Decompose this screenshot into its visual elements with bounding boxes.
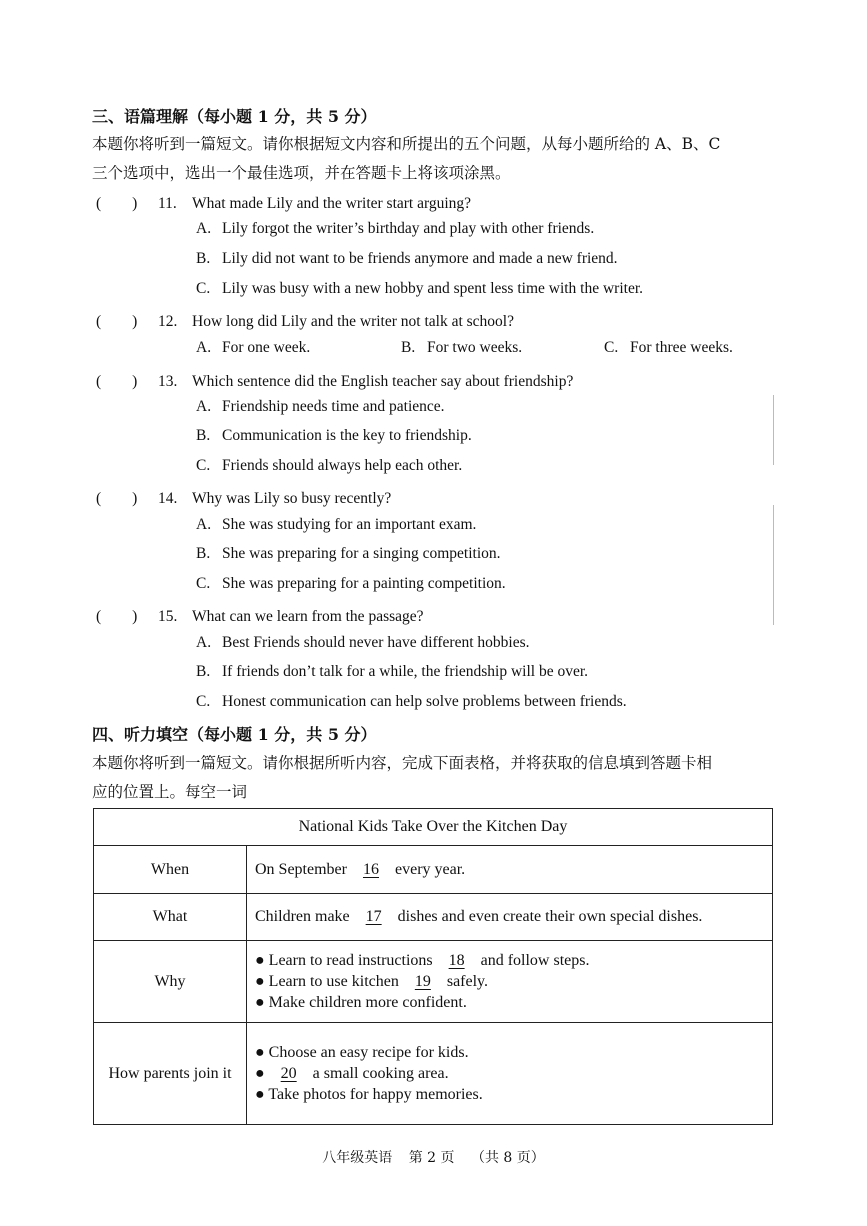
question-text: How long did Lily and the writer not talk at school? — [192, 313, 514, 330]
option-15c: C. Honest communication can help solve problems between friends. — [196, 693, 627, 710]
answer-bracket: ( ) — [96, 490, 138, 507]
option-11a: A. Lily forgot the writer’s birthday and play with other friends. — [196, 220, 595, 237]
row-content-what: Children make 17 dishes and even create their own special dishes. — [247, 894, 773, 941]
option-14a: A. She was studying for an important exam. — [196, 516, 477, 533]
option-12c: C. For three weeks. — [604, 339, 733, 356]
page-footer — [0, 1147, 867, 1167]
answer-bracket: ( ) — [96, 195, 138, 212]
scan-edge-line — [773, 505, 774, 625]
section3-instruction-line2: 三个选项中，选出一个最佳选项，并在答题卡上将该项涂黑。 — [92, 164, 511, 182]
option-15b: B. If friends don’t talk for a while, the friendship will be over. — [196, 663, 589, 680]
row-label-why: Why — [94, 941, 247, 1023]
section4-instruction-line2: 应的位置上。每空一词 — [92, 783, 248, 801]
option-14b: B. She was preparing for a singing competition. — [196, 545, 501, 562]
blank-20: 20 — [280, 1065, 297, 1082]
row-label-what: What — [94, 894, 247, 941]
question-text: What made Lily and the writer start arguing? — [192, 195, 472, 212]
question-text: Why was Lily so busy recently? — [192, 490, 392, 507]
option-13b: B. Communication is the key to friendship. — [196, 427, 472, 444]
table-title: National Kids Take Over the Kitchen Day — [94, 809, 773, 846]
question-12 — [96, 309, 514, 331]
question-number: 11. — [158, 195, 177, 212]
section4-heading: 四、听力填空（每小题 1 分，共 5 分） — [92, 725, 377, 744]
row-content-why: ● Learn to read instructions 18 and follow steps. ● Learn to use kitchen 19 safely. ● Make children more confident. — [247, 941, 773, 1023]
option-15a: A. Best Friends should never have different hobbies. — [196, 634, 530, 651]
option-13c: C. Friends should always help each other. — [196, 457, 463, 474]
option-14c: C. She was preparing for a painting competition. — [196, 575, 506, 592]
section3-instruction-line1: 本题你将听到一篇短文。请你根据短文内容和所提出的五个问题，从每小题所给的 A、B、C — [92, 135, 721, 153]
question-14 — [96, 486, 391, 508]
answer-bracket: ( ) — [96, 373, 138, 390]
option-12b: B. For two weeks. — [401, 339, 523, 356]
blank-18: 18 — [448, 952, 465, 969]
blank-19: 19 — [414, 973, 431, 990]
question-text: What can we learn from the passage? — [192, 608, 424, 625]
scan-edge-line — [773, 395, 774, 465]
footer-page: 第 2 页 — [408, 1150, 455, 1166]
section4-instruction-line1: 本题你将听到一篇短文。请你根据所听内容，完成下面表格，并将获取的信息填到答题卡相 — [92, 754, 713, 772]
option-11b: B. Lily did not want to be friends anymore and made a new friend. — [196, 250, 618, 267]
blank-16: 16 — [362, 860, 379, 878]
question-number: 12. — [158, 313, 178, 330]
footer-total: （共 8 页） — [470, 1150, 545, 1166]
question-15 — [96, 604, 424, 626]
option-13a: A. Friendship needs time and patience. — [196, 398, 445, 415]
question-11 — [96, 191, 471, 213]
blank-17: 17 — [365, 908, 382, 925]
answer-bracket: ( ) — [96, 313, 138, 330]
option-11c: C. Lily was busy with a new hobby and spent less time with the writer. — [196, 280, 644, 297]
question-number: 14. — [158, 490, 178, 507]
option-12a: A. For one week. — [196, 339, 311, 356]
question-number: 15. — [158, 608, 178, 625]
row-content-how-parents: ● Choose an easy recipe for kids. ● 20 a small cooking area. ● Take photos for happy memories. — [247, 1023, 773, 1125]
question-number: 13. — [158, 373, 178, 390]
question-text: Which sentence did the English teacher say about friendship? — [192, 373, 574, 390]
row-label-how-parents: How parents join it — [94, 1023, 247, 1125]
row-label-when: When — [94, 846, 247, 894]
answer-bracket: ( ) — [96, 608, 138, 625]
question-13 — [96, 369, 573, 391]
section3-heading: 三、语篇理解（每小题 1 分，共 5 分） — [92, 107, 377, 126]
row-content-when: On September 16 every year. — [247, 846, 773, 894]
footer-subject: 八年级英语 — [322, 1150, 393, 1166]
kitchen-day-table — [93, 808, 773, 1125]
